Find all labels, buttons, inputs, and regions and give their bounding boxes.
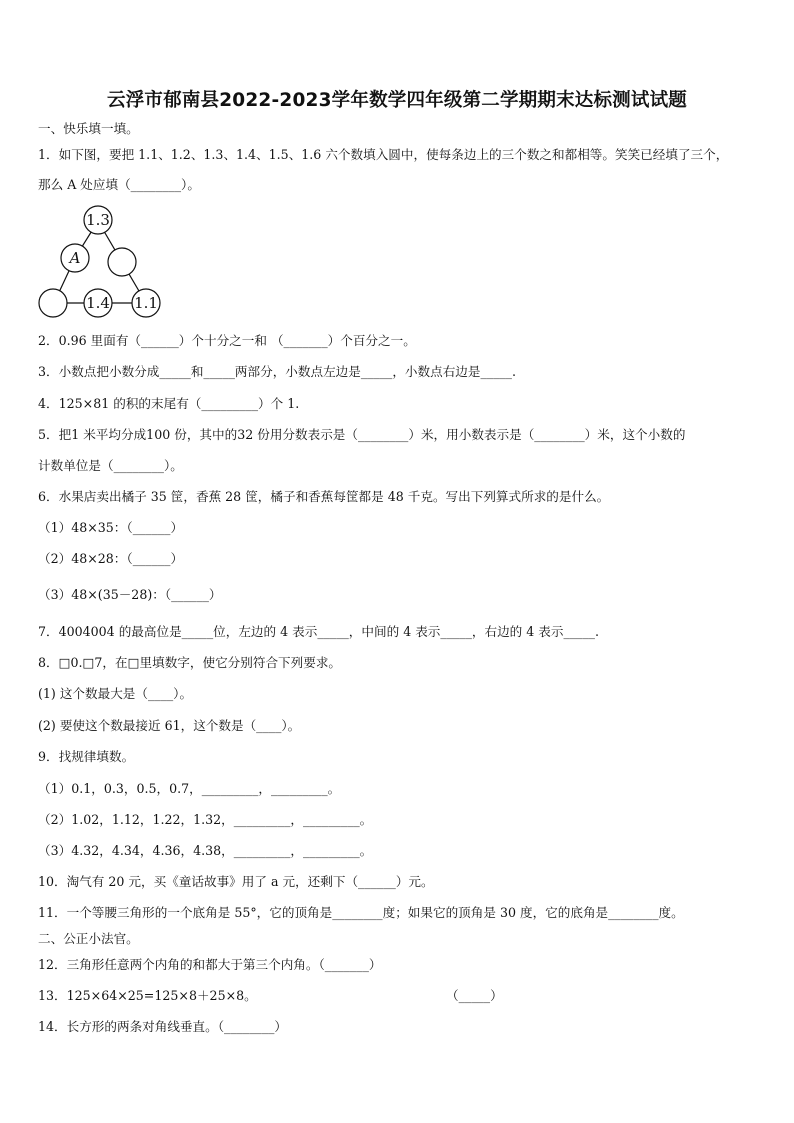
question-1-line-2: 那么 A 处应填（________）。 [38,177,200,192]
question-10: 10．淘气有 20 元，买《童话故事》用了 a 元，还剩下（______）元。 [38,874,434,889]
question-8-part-2: (2) 要使这个数最接近 61，这个数是（____）。 [38,718,301,733]
page-title: 云浮市郁南县2022-2023学年数学四年级第二学期期末达标测试试题 [107,90,687,111]
number-triangle-figure [34,204,164,324]
question-9-part-1: （1）0.1，0.3，0.5，0.7，_________，_________。 [38,781,341,796]
circle-bottom-mid-label: 1.4 [86,294,110,312]
circle-right-mid [108,248,136,276]
question-11: 11．一个等腰三角形的一个底角是 55°，它的顶角是________度；如果它的顶角是 30 度，它的底角是________度。 [38,905,684,920]
question-6: 6．水果店卖出橘子 35 筐，香蕉 28 筐，橘子和香蕉每筐都是 48 千克。写出下列算式所求的是什么。 [38,489,610,504]
question-9-part-2: （2）1.02，1.12，1.22，1.32，_________，_________。 [38,812,373,827]
question-8-part-1: (1) 这个数最大是（____）。 [38,686,193,701]
question-9: 9．找规律填数。 [38,749,135,764]
question-5-line-1: 5．把1 米平均分成100 份，其中的32 份用分数表示是（________）米，用小数表示是（________）米，这个小数的 [38,427,686,442]
circle-bottom-right-label: 1.1 [134,294,158,312]
section-heading-2: 二、公正小法官。 [38,931,139,946]
question-2: 2．0.96 里面有（______）个十分之一和 （_______）个百分之一。 [38,333,416,348]
question-4: 4．125×81 的积的末尾有（_________）个 1. [38,396,300,411]
question-5-line-2: 计数单位是（________）。 [38,458,183,473]
question-6-part-1: （1）48×35：（______） [38,520,184,535]
question-14: 14．长方形的两条对角线垂直。（________） [38,1019,288,1034]
circle-top-label: 1.3 [86,211,110,229]
circle-bottom-left [39,289,67,317]
question-6-part-3: （3）48×(35－28)：（______） [38,587,222,602]
question-8: 8．□0.□7，在□里填数字，使它分别符合下列要求。 [38,655,342,670]
circle-left-mid-label: A [69,249,81,267]
question-13: 13．125×64×25=125×8＋25×8。 [38,988,257,1003]
question-1-line-1: 1．如下图，要把 1.1、1.2、1.3、1.4、1.5、1.6 六个数填入圆中，使每条边上的三个数之和都相等。笑笑已经填了三个， [38,147,729,162]
question-13-answer: （_____） [446,988,503,1003]
question-3: 3．小数点把小数分成_____和_____两部分，小数点左边是_____，小数点右边是_____. [38,364,516,379]
question-12: 12．三角形任意两个内角的和都大于第三个内角。（_______） [38,957,382,972]
section-heading-1: 一、快乐填一填。 [38,121,139,136]
question-9-part-3: （3）4.32，4.34，4.36，4.38，_________，_________。 [38,843,373,858]
question-6-part-2: （2）48×28：（______） [38,551,184,566]
question-7: 7．4004004 的最高位是_____位，左边的 4 表示_____，中间的 4 表示_____，右边的 4 表示_____. [38,624,599,639]
